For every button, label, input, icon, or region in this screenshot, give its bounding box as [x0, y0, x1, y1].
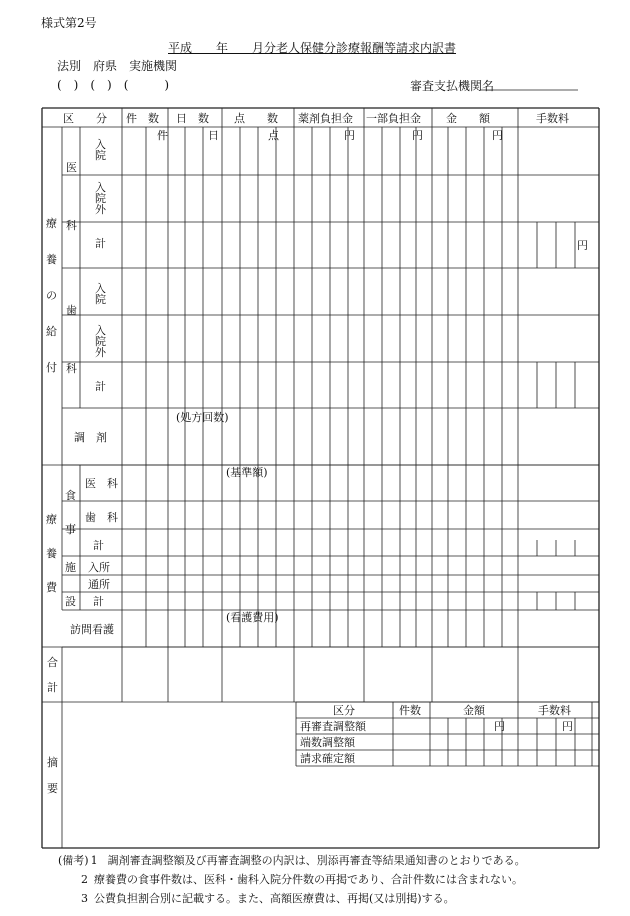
shokuji-ika-label: 医 科	[85, 477, 118, 490]
note-item: (備考) 1 調剤審査調整額及び再審査調整の内訳は、別添再審査等結果通知書のとおりである。	[58, 854, 526, 867]
group-shokuji: 食 事	[65, 489, 76, 536]
col-kubun: 区 分	[63, 112, 107, 125]
kango-label: (看護費用)	[226, 611, 279, 624]
shika-kei-label: 計	[95, 380, 106, 393]
group-tekiyo: 摘 要	[47, 756, 58, 795]
note-item: 3 公費負担割合別に記載する。また、高額医療費は、再掲(又は別掲)する。	[81, 892, 455, 905]
shisetsu-nyusho-label: 入所	[88, 561, 110, 574]
adj-col-kubun: 区分	[333, 704, 355, 717]
group-ika: 医 科	[66, 161, 77, 232]
unit-en-yakuzai: 円	[344, 129, 355, 142]
ika-nyuingai-label: 入 院 外	[95, 181, 106, 216]
shokuji-kei-label: 計	[93, 539, 104, 552]
shisetsu-kei-label: 計	[93, 595, 104, 608]
adj-unit-en-tesuryo: 円	[562, 720, 573, 733]
shika-nyuin-label: 入 院	[95, 282, 106, 306]
unit-ten: 点	[268, 129, 279, 142]
adj-row-hasu: 端数調整額	[300, 736, 355, 749]
col-yakuzai: 薬剤負担金	[298, 112, 353, 125]
note-item: 2 療養費の食事件数は、医科・歯科入院分件数の再掲であり、合計件数には含まれない。	[81, 873, 523, 886]
unit-ken: 件	[157, 129, 168, 142]
houmon-label: 訪問看護	[70, 623, 114, 636]
ika-kei-label: 計	[95, 237, 106, 250]
shokuji-shika-label: 歯 科	[85, 511, 118, 524]
col-ichibu: 一部負担金	[366, 112, 421, 125]
group-gokei: 合 計	[47, 656, 58, 694]
ika-nyuin-label: 入 院	[95, 138, 106, 162]
notes	[58, 852, 526, 909]
group-shika: 歯 科	[66, 304, 77, 375]
group-ryoyo-kyufu: 療 養 の 給 付	[46, 217, 57, 374]
form-title: 平成 年 月分老人保健分診療報酬等請求内訳書	[168, 41, 457, 55]
adj-col-kensu: 件数	[399, 704, 421, 717]
adj-row-kakutei: 請求確定額	[300, 752, 355, 765]
group-ryoyo-hi: 療 養 費	[46, 513, 57, 594]
col-kingaku: 金 額	[446, 112, 490, 125]
col-kensu: 件 数	[126, 112, 159, 125]
unit-nichi: 日	[208, 129, 219, 142]
adj-row-saishinsa: 再審査調整額	[300, 720, 366, 733]
adj-col-kingaku: 金額	[463, 704, 485, 717]
col-nissu: 日 数	[176, 112, 209, 125]
payer-label: 審査支払機関名	[410, 79, 495, 93]
shika-nyuingai-label: 入 院 外	[95, 324, 106, 359]
fields-blank: ( ) ( ) ( )	[57, 78, 170, 92]
chozai-label: 調 剤	[74, 431, 107, 444]
shisetsu-tsusho-label: 通所	[88, 578, 110, 591]
fields-label: 法別 府県 実施機関	[57, 59, 178, 73]
col-tensu: 点 数	[234, 112, 278, 125]
col-tesuryo: 手数料	[536, 112, 569, 125]
shohou-label: (処方回数)	[176, 411, 229, 424]
kijungaku-label: (基準額)	[226, 466, 268, 479]
unit-en-kingaku: 円	[492, 129, 503, 142]
group-shisetsu: 施 設	[65, 561, 76, 608]
unit-en-ichibu: 円	[412, 129, 423, 142]
unit-en-tesuryo: 円	[577, 239, 588, 252]
adj-col-tesuryo: 手数料	[538, 704, 571, 717]
adj-unit-en-kingaku: 円	[494, 720, 505, 733]
form-number: 様式第2号	[41, 16, 97, 30]
